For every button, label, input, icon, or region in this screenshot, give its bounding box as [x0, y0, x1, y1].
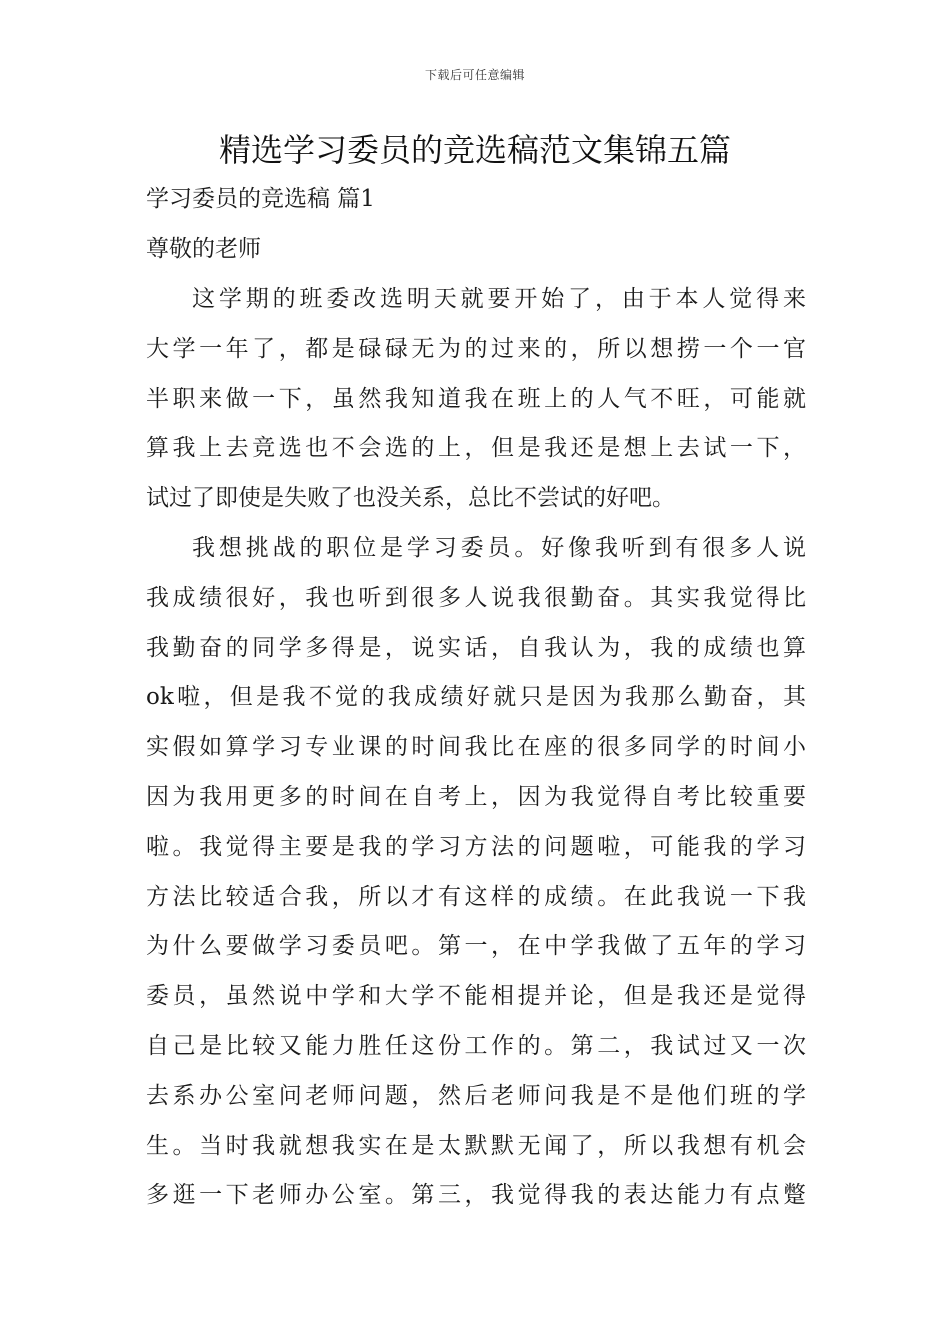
paragraph-line: 这学期的班委改选明天就要开始了，由于本人觉得来 [192, 286, 806, 312]
paragraph-line: 我勤奋的同学多得是，说实话，自我认为，我的成绩也算 [146, 634, 806, 661]
paragraph-line: ok啦，但是我不觉的我成绩好就只是因为我那么勤奋，其 [146, 684, 806, 711]
salutation: 尊敬的老师 [146, 236, 261, 262]
section-heading: 学习委员的竞选稿 篇1 [146, 186, 375, 212]
paragraph-line: 我成绩很好，我也听到很多人说我很勤奋。其实我觉得比 [146, 584, 806, 611]
paragraph-line: 啦。我觉得主要是我的学习方法的问题啦，可能我的学习 [146, 833, 806, 860]
paragraph-line: 为什么要做学习委员吧。第一，在中学我做了五年的学习 [146, 933, 806, 960]
document-title: 精选学习委员的竞选稿范文集锦五篇 [218, 131, 731, 169]
paragraph-2 [146, 524, 806, 1221]
paragraph-line: 生。当时我就想我实在是太默默无闻了，所以我想有机会 [146, 1132, 806, 1159]
paragraph-line: 多逛一下老师办公室。第三，我觉得我的表达能力有点蹩 [146, 1182, 806, 1209]
paragraph-line: 委员，虽然说中学和大学不能相提并论，但是我还是觉得 [146, 983, 806, 1010]
paragraph-line: 方法比较适合我，所以才有这样的成绩。在此我说一下我 [146, 883, 806, 910]
paragraph-line: 大学一年了，都是碌碌无为的过来的，所以想捞一个一官 [146, 335, 806, 362]
paragraph-line: 因为我用更多的时间在自考上，因为我觉得自考比较重要 [146, 783, 806, 810]
paragraph-line: 算我上去竞选也不会选的上，但是我还是想上去试一下， [146, 435, 806, 462]
paragraph-line: 半职来做一下，虽然我知道我在班上的人气不旺，可能就 [146, 385, 806, 412]
paragraph-line: 去系办公室问老师问题，然后老师问我是不是他们班的学 [146, 1082, 806, 1109]
paragraph-1 [146, 275, 806, 524]
header-note: 下载后可任意编辑 [424, 68, 525, 82]
paragraph-line: 实假如算学习专业课的时间我比在座的很多同学的时间小 [146, 734, 806, 761]
paragraph-line: 试过了即使是失败了也没关系，总比不尝试的好吧。 [146, 485, 675, 512]
paragraph-line: 我想挑战的职位是学习委员。好像我听到有很多人说 [192, 535, 806, 561]
paragraph-line: 自己是比较又能力胜任这份工作的。第二，我试过又一次 [146, 1032, 806, 1059]
